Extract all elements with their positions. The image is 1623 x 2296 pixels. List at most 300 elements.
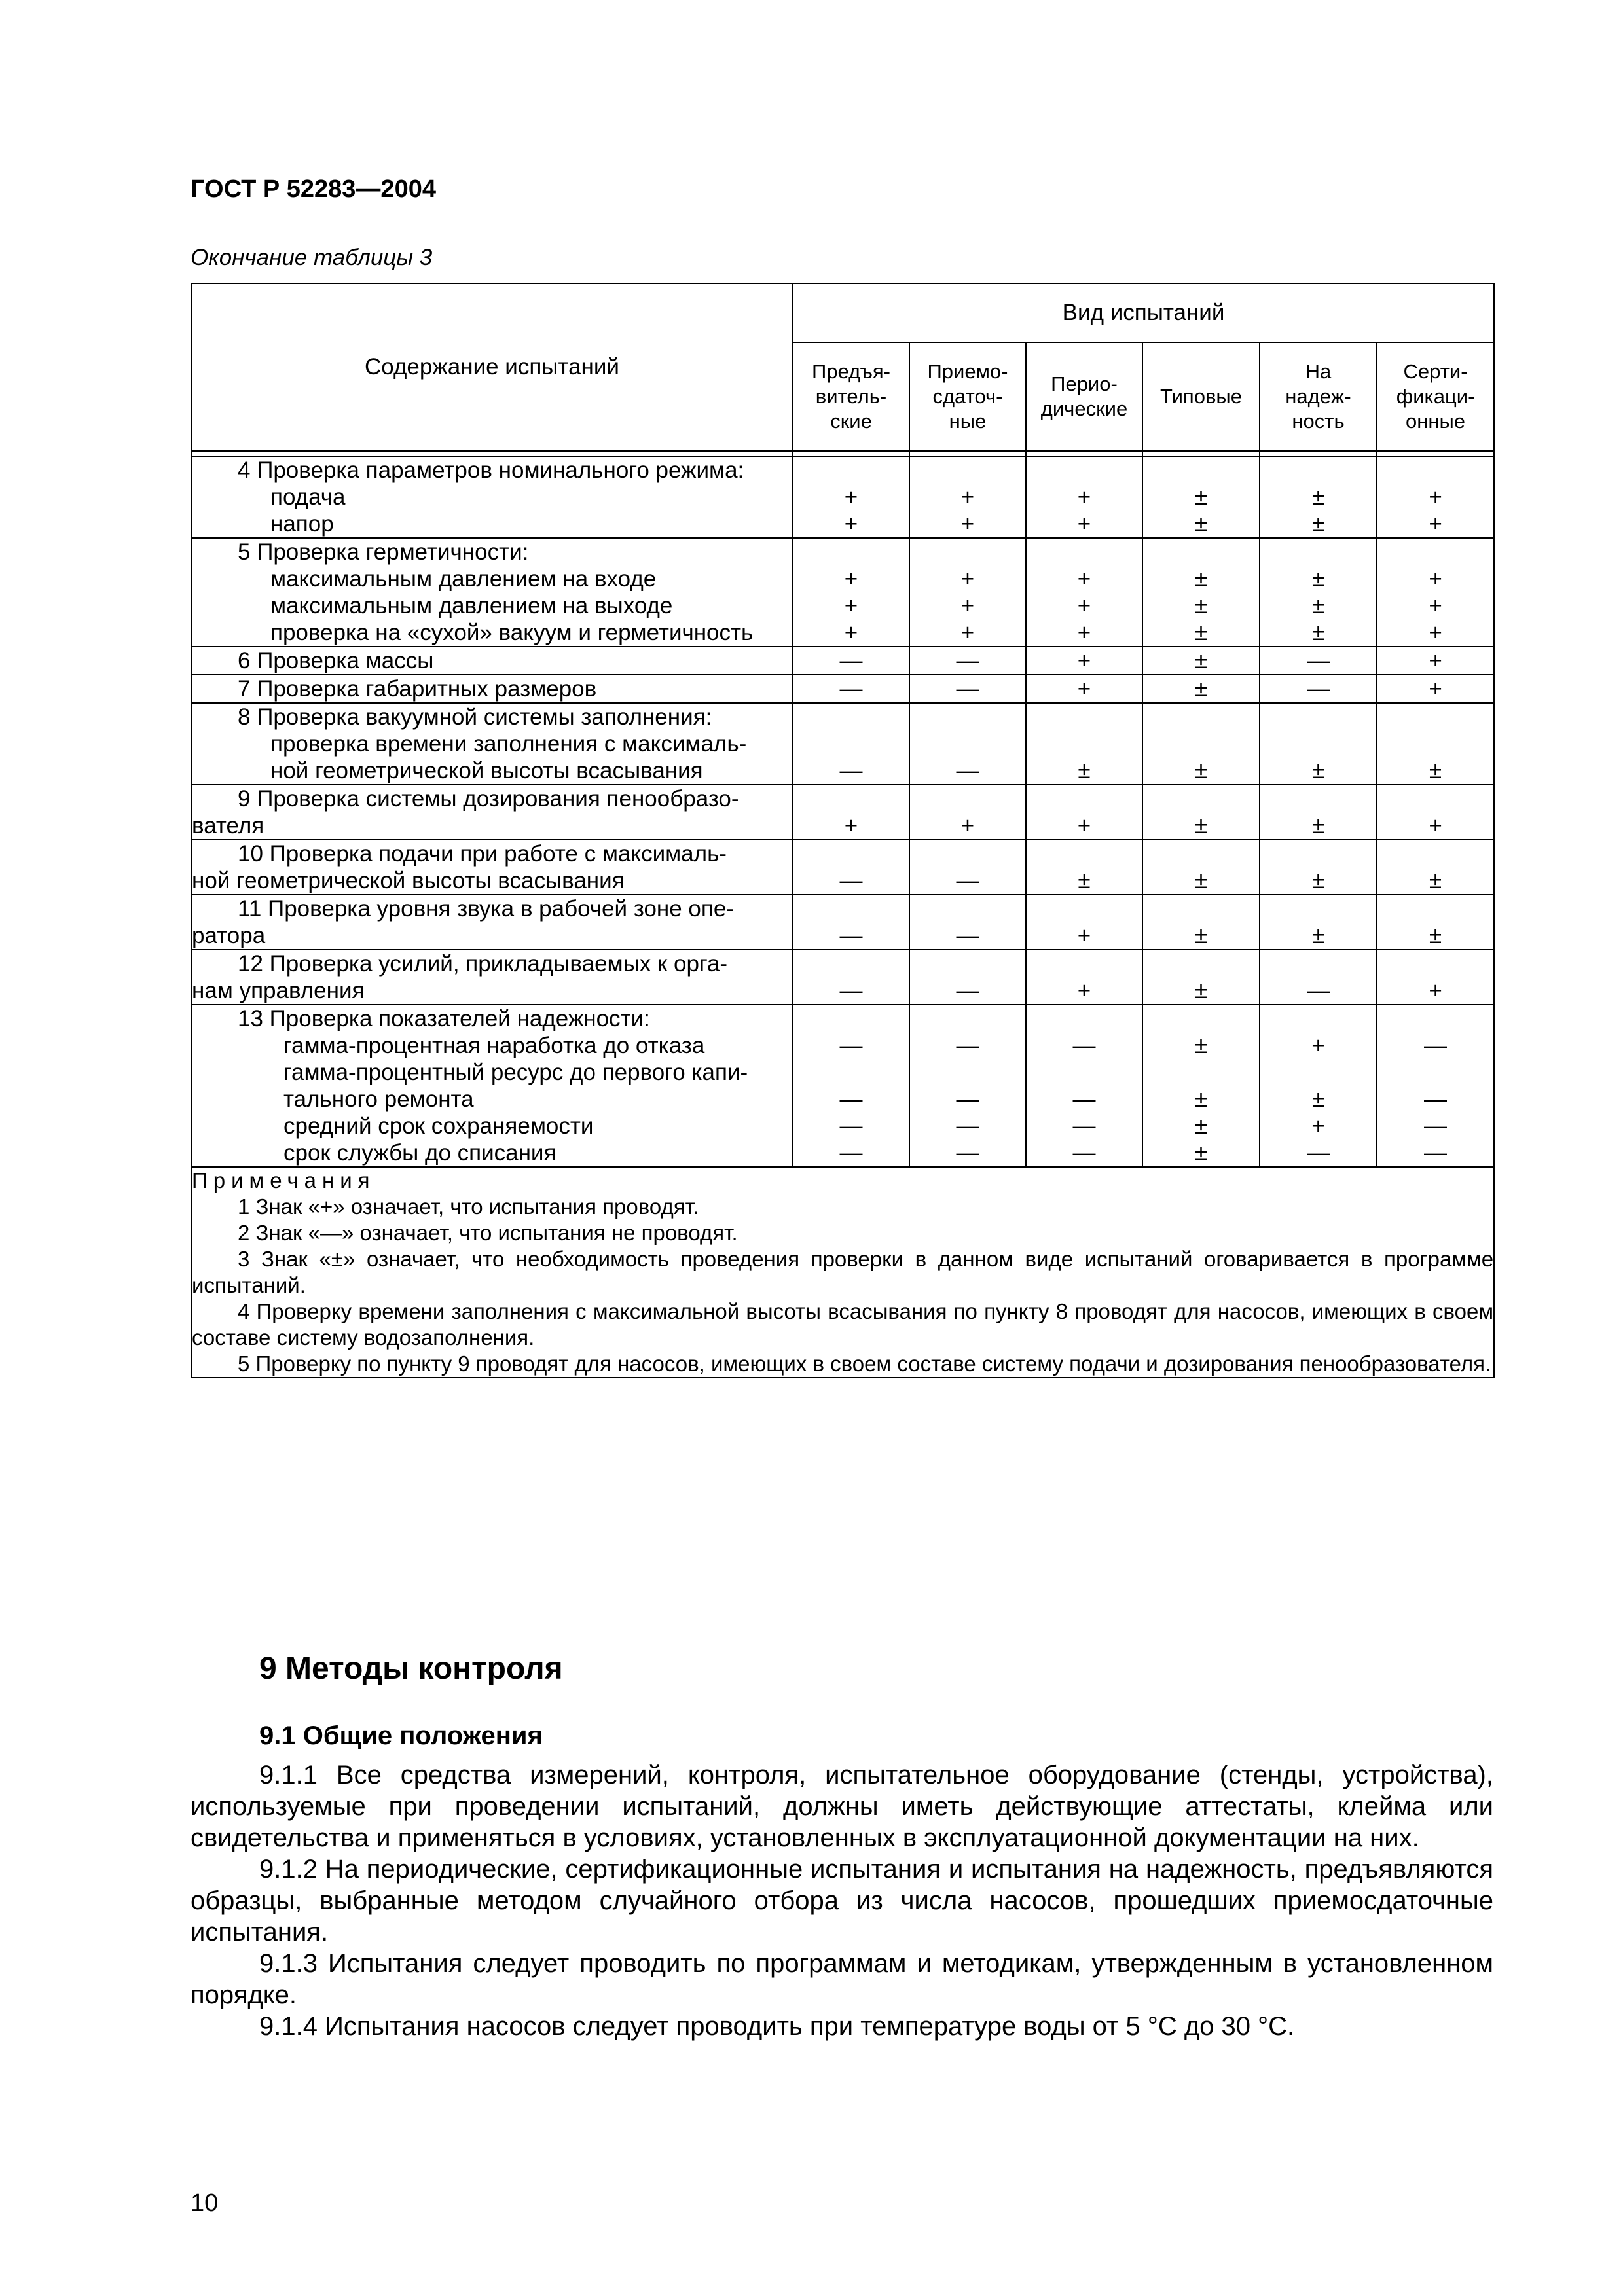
- test-mark: [1027, 539, 1142, 565]
- test-mark: +: [1077, 676, 1091, 702]
- test-mark: +: [1429, 676, 1442, 702]
- column-header-line: ные: [949, 410, 987, 433]
- note-item: 1 Знак «+» означает, что испытания проводят.: [238, 1194, 699, 1219]
- subsection-title: 9.1 Общие положения: [259, 1721, 543, 1750]
- test-mark: [1377, 730, 1493, 757]
- page-number: 10: [191, 2189, 219, 2217]
- test-mark: +: [960, 620, 975, 645]
- test-mark: [1260, 539, 1376, 565]
- test-mark: [793, 840, 909, 867]
- test-content-line: максимальным давлением на входе: [270, 566, 657, 592]
- test-mark-cell: [1260, 456, 1377, 538]
- test-mark: +: [1077, 484, 1091, 510]
- test-mark-cell: [1260, 840, 1377, 895]
- test-mark: +: [1077, 566, 1091, 592]
- test-mark: [1260, 730, 1376, 757]
- test-content-line: средний срок сохраняемости: [283, 1113, 594, 1139]
- test-mark-cell: [1260, 675, 1377, 703]
- test-mark-cell: [1260, 703, 1377, 785]
- test-type-column-header: [793, 342, 909, 451]
- test-mark: [1027, 840, 1142, 867]
- test-mark-cell: [1142, 1005, 1260, 1167]
- test-mark: +: [1429, 620, 1442, 645]
- test-mark: [1377, 704, 1493, 730]
- test-mark: ±: [1194, 868, 1208, 893]
- header-gap-cell: [1142, 451, 1260, 456]
- test-mark: [793, 895, 909, 922]
- test-mark: ±: [1194, 593, 1208, 619]
- test-mark: ±: [1311, 868, 1325, 893]
- test-mark: ±: [1194, 511, 1208, 537]
- test-content-line: срок службы до списания: [283, 1140, 556, 1166]
- test-mark: ±: [1194, 620, 1208, 645]
- test-mark: [1377, 1005, 1493, 1032]
- test-mark-cell: [909, 647, 1026, 675]
- document-id: ГОСТ Р 52283—2004: [191, 175, 436, 203]
- test-mark-cell: [1026, 675, 1142, 703]
- test-mark: [1143, 457, 1259, 484]
- test-mark: —: [839, 1113, 863, 1139]
- test-mark: ±: [1194, 1140, 1208, 1166]
- test-mark: ±: [1194, 1113, 1208, 1139]
- test-mark-cell: [793, 840, 909, 895]
- test-content-cell: [191, 785, 793, 840]
- test-content-cell: [191, 840, 793, 895]
- test-mark: —: [956, 676, 979, 702]
- section-paragraph: 9.1.3 Испытания следует проводить по программам и методикам, утвержденным в установленном порядке.: [191, 1949, 1493, 2009]
- test-mark: —: [1072, 1113, 1096, 1139]
- test-mark: —: [1424, 1086, 1448, 1112]
- note-item: 3 Знак «±» означает, что необходимость проведения проверки в данном виде испытаний оговаривается в программе испытаний.: [192, 1247, 1494, 1297]
- test-mark-cell: [1142, 703, 1260, 785]
- note-item: 2 Знак «—» означает, что испытания не проводят.: [238, 1221, 738, 1245]
- section-body: [191, 1759, 1493, 2042]
- test-mark: +: [1077, 593, 1091, 619]
- test-mark: ±: [1311, 923, 1325, 948]
- test-content-line: 13 Проверка показателей надежности:: [238, 1006, 650, 1031]
- header-gap-cell: [793, 451, 909, 456]
- test-mark: [1143, 1005, 1259, 1032]
- test-mark: [1027, 1059, 1142, 1086]
- test-mark: ±: [1194, 648, 1208, 673]
- test-mark: [1143, 730, 1259, 757]
- test-mark-cell: [1377, 950, 1494, 1005]
- test-mark: ±: [1311, 1086, 1325, 1112]
- test-mark: ±: [1311, 758, 1325, 783]
- test-mark: [910, 785, 1025, 812]
- section-paragraph: 9.1.1 Все средства измерений, контроля, испытательное оборудование (стенды, устройства), используемые при проведении испытаний, должны иметь действующие аттестаты, клейма или свидетельства и применяться в условиях, установленных в эксплуатационной документации на них.: [191, 1761, 1493, 1852]
- test-mark: +: [844, 620, 858, 645]
- test-mark: +: [1077, 813, 1091, 838]
- test-mark: [910, 1059, 1025, 1086]
- test-mark: [910, 840, 1025, 867]
- test-mark: [1377, 785, 1493, 812]
- test-mark: [1143, 950, 1259, 977]
- test-mark: [793, 704, 909, 730]
- test-mark: —: [1424, 1140, 1448, 1166]
- column-header-line: Предъя-: [812, 360, 890, 383]
- column-header-line: Серти-: [1403, 360, 1468, 383]
- test-mark: [1143, 539, 1259, 565]
- test-mark: +: [1429, 813, 1442, 838]
- test-mark: —: [956, 978, 979, 1003]
- test-mark: —: [956, 648, 979, 673]
- test-mark-cell: [1142, 840, 1260, 895]
- table-row: [191, 840, 1494, 895]
- test-mark-cell: [909, 538, 1026, 647]
- table-row: [191, 785, 1494, 840]
- test-mark: [1027, 457, 1142, 484]
- test-mark-cell: [909, 703, 1026, 785]
- test-mark: +: [960, 484, 975, 510]
- table-caption: Окончание таблицы 3: [191, 245, 433, 270]
- test-mark-cell: [1260, 538, 1377, 647]
- test-mark-cell: [793, 950, 909, 1005]
- test-mark-cell: [1026, 647, 1142, 675]
- test-content-cell: [191, 675, 793, 703]
- test-content-line: максимальным давлением на выходе: [270, 593, 673, 619]
- test-content-line: 10 Проверка подачи при работе с максималь-: [238, 841, 727, 867]
- test-mark: [793, 1059, 909, 1086]
- test-mark-cell: [1142, 785, 1260, 840]
- test-mark: [910, 1005, 1025, 1032]
- test-mark: [1377, 457, 1493, 484]
- test-mark: +: [1077, 620, 1091, 645]
- test-content-line: 11 Проверка уровня звука в рабочей зоне опе-: [238, 896, 734, 922]
- test-mark-cell: [1260, 950, 1377, 1005]
- test-mark: +: [1077, 648, 1091, 673]
- test-mark: [1260, 1005, 1376, 1032]
- test-mark-cell: [1142, 675, 1260, 703]
- test-mark: [1377, 950, 1493, 977]
- test-mark: —: [839, 1140, 863, 1166]
- test-mark-cell: [1377, 785, 1494, 840]
- test-mark: ±: [1078, 868, 1091, 893]
- column-header-line: витель-: [815, 385, 887, 408]
- test-mark: [793, 539, 909, 565]
- test-mark: +: [960, 566, 975, 592]
- test-mark-cell: [909, 1005, 1026, 1167]
- test-mark-cell: [1142, 647, 1260, 675]
- test-mark-cell: [1260, 785, 1377, 840]
- test-mark: [1143, 704, 1259, 730]
- test-content-line: тального ремонта: [283, 1086, 474, 1112]
- test-mark: —: [956, 1086, 979, 1112]
- test-mark: [1377, 840, 1493, 867]
- test-mark-cell: [1377, 456, 1494, 538]
- test-mark-cell: [793, 456, 909, 538]
- test-content-line: гамма-процентная наработка до отказа: [283, 1033, 705, 1058]
- test-content-line: ратора: [192, 923, 266, 948]
- test-mark-cell: [1026, 456, 1142, 538]
- test-mark: [1260, 1059, 1376, 1086]
- test-mark: ±: [1194, 813, 1208, 838]
- test-mark: ±: [1194, 566, 1208, 592]
- test-mark: [1260, 840, 1376, 867]
- notes-title: Примечания: [192, 1168, 376, 1193]
- test-mark: [1027, 950, 1142, 977]
- test-mark: +: [960, 593, 975, 619]
- test-content-line: 9 Проверка системы дозирования пенообразо-: [238, 786, 739, 812]
- test-mark: [1260, 950, 1376, 977]
- test-mark: —: [839, 1086, 863, 1112]
- test-content-line: вателя: [192, 813, 264, 838]
- column-header-line: ские: [830, 410, 872, 433]
- test-mark: —: [956, 1140, 979, 1166]
- test-content-cell: [191, 538, 793, 647]
- test-mark: ±: [1311, 620, 1325, 645]
- test-mark-cell: [1026, 785, 1142, 840]
- test-mark: —: [956, 923, 979, 948]
- test-mark-cell: [1026, 538, 1142, 647]
- test-type-column-header: [1377, 342, 1494, 451]
- test-mark-cell: [1377, 647, 1494, 675]
- test-content-line: 12 Проверка усилий, прикладываемых к орга-: [238, 951, 728, 977]
- test-mark-cell: [1026, 1005, 1142, 1167]
- test-type-column-header: [1260, 342, 1377, 451]
- table-row: [191, 1005, 1494, 1167]
- test-content-line: проверка времени заполнения с максималь-: [270, 731, 747, 757]
- test-mark: ±: [1311, 813, 1325, 838]
- test-mark-cell: [793, 785, 909, 840]
- test-mark-cell: [1260, 1005, 1377, 1167]
- test-mark: [1260, 704, 1376, 730]
- test-mark: +: [1311, 1113, 1325, 1139]
- section-paragraph: 9.1.4 Испытания насосов следует проводить при температуре воды от 5 °С до 30 °С.: [259, 2012, 1295, 2041]
- test-mark-cell: [1377, 1005, 1494, 1167]
- test-mark-cell: [909, 456, 1026, 538]
- test-content-line: ной геометрической высоты всасывания: [270, 758, 703, 783]
- test-mark: —: [956, 1033, 979, 1058]
- test-mark: [793, 950, 909, 977]
- test-mark: +: [960, 813, 975, 838]
- content-column-header: Содержание испытаний: [191, 283, 793, 451]
- column-header-line: онные: [1406, 410, 1466, 433]
- table-row: [191, 647, 1494, 675]
- test-mark: ±: [1311, 593, 1325, 619]
- test-mark: [1027, 730, 1142, 757]
- test-mark: [910, 539, 1025, 565]
- test-mark: ±: [1311, 511, 1325, 537]
- table-row: [191, 950, 1494, 1005]
- test-mark: ±: [1194, 676, 1208, 702]
- header-gap-cell: [191, 451, 793, 456]
- test-content-line: напор: [270, 511, 334, 537]
- table-row: [191, 675, 1494, 703]
- test-mark-cell: [1142, 538, 1260, 647]
- table-notes: [191, 1167, 1494, 1378]
- test-mark: —: [1307, 648, 1330, 673]
- test-mark: ±: [1429, 868, 1442, 893]
- test-mark: ±: [1194, 978, 1208, 1003]
- test-mark: +: [1429, 484, 1442, 510]
- test-mark-cell: [1142, 895, 1260, 950]
- test-content-line: 4 Проверка параметров номинального режима:: [238, 457, 744, 483]
- test-mark: [1260, 785, 1376, 812]
- column-header-line: сдаточ-: [932, 385, 1003, 408]
- test-content-line: проверка на «сухой» вакуум и герметичность: [270, 620, 754, 645]
- test-content-cell: [191, 647, 793, 675]
- test-mark: [910, 730, 1025, 757]
- header-gap-cell: [1260, 451, 1377, 456]
- test-mark-cell: [909, 950, 1026, 1005]
- table-row: [191, 456, 1494, 538]
- test-mark: [1027, 785, 1142, 812]
- test-mark: +: [1429, 511, 1442, 537]
- test-content-line: подача: [270, 484, 346, 510]
- test-mark-cell: [909, 840, 1026, 895]
- header-gap-cell: [1377, 451, 1494, 456]
- test-mark: —: [839, 923, 863, 948]
- test-mark: —: [839, 676, 863, 702]
- test-mark: [793, 1005, 909, 1032]
- test-mark: +: [1077, 978, 1091, 1003]
- test-mark: [793, 730, 909, 757]
- table-row: [191, 895, 1494, 950]
- test-mark: —: [956, 758, 979, 783]
- test-mark: —: [956, 1113, 979, 1139]
- test-mark: +: [1311, 1033, 1325, 1058]
- test-mark: —: [839, 648, 863, 673]
- column-header-line: На: [1305, 360, 1332, 383]
- test-content-line: 8 Проверка вакуумной системы заполнения:: [238, 704, 712, 730]
- test-mark: —: [1072, 1033, 1096, 1058]
- test-mark: +: [844, 593, 858, 619]
- section-paragraph: 9.1.2 На периодические, сертификационные испытания и испытания на надежность, предъявляются образцы, выбранные методом случайного отбора из числа насосов, прошедших приемосдаточные испытания.: [191, 1855, 1493, 1946]
- test-mark: +: [1429, 978, 1442, 1003]
- column-header-line: Приемо-: [927, 360, 1008, 383]
- test-mark: —: [839, 978, 863, 1003]
- tests-table: [191, 283, 1495, 1378]
- test-mark-cell: [793, 538, 909, 647]
- test-mark-cell: [909, 785, 1026, 840]
- test-mark: —: [1424, 1113, 1448, 1139]
- test-mark: ±: [1078, 758, 1091, 783]
- test-mark: [910, 457, 1025, 484]
- column-header-line: ность: [1292, 410, 1345, 433]
- test-mark-cell: [1026, 703, 1142, 785]
- test-mark: ±: [1429, 923, 1442, 948]
- test-mark: ±: [1194, 923, 1208, 948]
- test-mark: —: [956, 868, 979, 893]
- test-mark: ±: [1194, 484, 1208, 510]
- test-content-cell: [191, 895, 793, 950]
- test-mark: +: [1077, 511, 1091, 537]
- test-mark: [910, 950, 1025, 977]
- test-mark-cell: [1026, 895, 1142, 950]
- test-mark: [1027, 1005, 1142, 1032]
- test-mark: +: [1429, 593, 1442, 619]
- test-mark-cell: [793, 895, 909, 950]
- test-mark: ±: [1194, 1033, 1208, 1058]
- test-mark: —: [1307, 1140, 1330, 1166]
- test-mark: [910, 895, 1025, 922]
- table-row: [191, 538, 1494, 647]
- test-mark: ±: [1194, 758, 1208, 783]
- test-mark-cell: [1260, 647, 1377, 675]
- test-mark: [1027, 895, 1142, 922]
- test-mark-cell: [909, 895, 1026, 950]
- test-mark-cell: [1377, 538, 1494, 647]
- test-mark: +: [844, 566, 858, 592]
- header-gap-cell: [909, 451, 1026, 456]
- test-mark: +: [960, 511, 975, 537]
- test-mark: +: [844, 484, 858, 510]
- test-mark: [910, 704, 1025, 730]
- test-mark: —: [1307, 978, 1330, 1003]
- test-mark: +: [1429, 648, 1442, 673]
- test-mark: [1377, 895, 1493, 922]
- test-type-group-header: Вид испытаний: [793, 283, 1494, 342]
- test-mark-cell: [793, 703, 909, 785]
- test-mark-cell: [909, 675, 1026, 703]
- test-mark: [1027, 704, 1142, 730]
- test-mark: —: [1072, 1086, 1096, 1112]
- test-mark: —: [1072, 1140, 1096, 1166]
- test-mark: [1260, 457, 1376, 484]
- test-mark: +: [844, 511, 858, 537]
- test-mark: [1143, 895, 1259, 922]
- test-mark-cell: [1377, 703, 1494, 785]
- test-mark: —: [1307, 676, 1330, 702]
- test-content-cell: [191, 950, 793, 1005]
- table-row: [191, 703, 1494, 785]
- test-mark-cell: [1026, 950, 1142, 1005]
- test-mark-cell: [1260, 895, 1377, 950]
- test-type-column-header: [909, 342, 1026, 451]
- test-mark: +: [1077, 923, 1091, 948]
- test-mark: [1143, 785, 1259, 812]
- test-mark: ±: [1194, 1086, 1208, 1112]
- test-mark: [793, 785, 909, 812]
- test-content-line: 7 Проверка габаритных размеров: [238, 676, 597, 702]
- test-mark: +: [844, 813, 858, 838]
- header-gap-cell: [1026, 451, 1142, 456]
- test-mark: —: [839, 758, 863, 783]
- test-mark-cell: [1026, 840, 1142, 895]
- test-mark: ±: [1311, 566, 1325, 592]
- test-mark-cell: [1142, 456, 1260, 538]
- test-mark: ±: [1311, 484, 1325, 510]
- test-content-line: 6 Проверка массы: [238, 648, 434, 673]
- column-header-line: дические: [1040, 397, 1128, 420]
- test-mark: [1377, 539, 1493, 565]
- test-mark-cell: [1142, 950, 1260, 1005]
- test-mark: —: [839, 1033, 863, 1058]
- test-content-cell: [191, 456, 793, 538]
- column-header-line: фикаци-: [1396, 385, 1475, 408]
- test-mark: —: [839, 868, 863, 893]
- column-header-line: Типовые: [1160, 385, 1242, 408]
- test-mark: +: [1429, 566, 1442, 592]
- test-mark-cell: [1377, 840, 1494, 895]
- section-title: 9 Методы контроля: [259, 1651, 563, 1686]
- test-mark-cell: [1377, 675, 1494, 703]
- test-mark: [793, 457, 909, 484]
- test-mark-cell: [793, 1005, 909, 1167]
- test-mark-cell: [1377, 895, 1494, 950]
- test-type-column-header: [1026, 342, 1142, 451]
- column-header-line: надеж-: [1285, 385, 1351, 408]
- test-mark: —: [1424, 1033, 1448, 1058]
- test-mark: [1260, 895, 1376, 922]
- test-content-cell: [191, 1005, 793, 1167]
- test-content-line: гамма-процентный ресурс до первого капи-: [283, 1060, 748, 1085]
- test-content-line: нам управления: [192, 978, 365, 1003]
- test-content-line: 5 Проверка герметичности:: [238, 539, 529, 565]
- test-content-cell: [191, 703, 793, 785]
- note-item: 4 Проверку времени заполнения с максимальной высоты всасывания по пункту 8 проводят для насосов, имеющих в своем составе систему водозаполнения.: [192, 1299, 1494, 1350]
